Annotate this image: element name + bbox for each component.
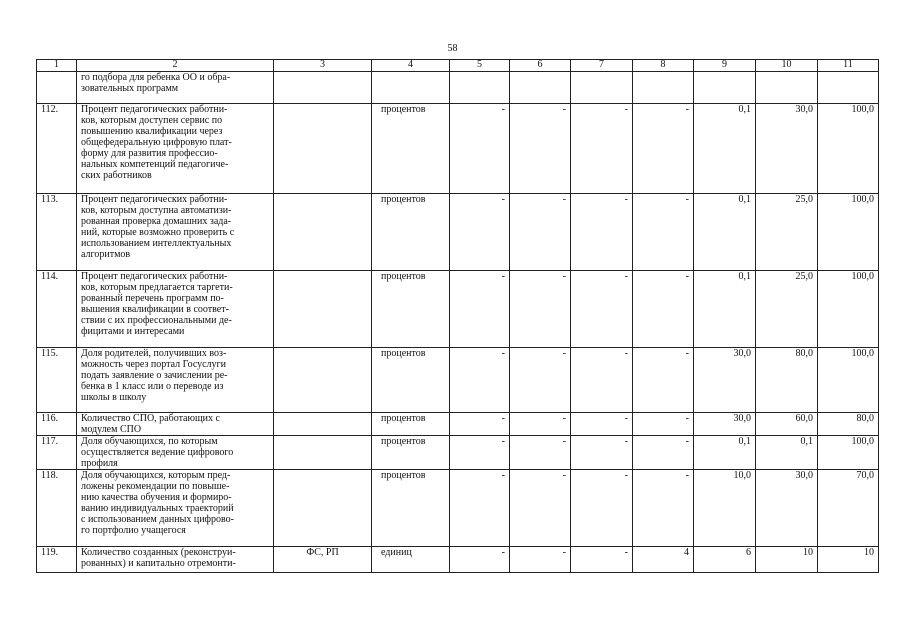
value-cell: -: [510, 194, 571, 271]
column-header: 3: [274, 60, 372, 72]
value-cell: 0,1: [694, 194, 756, 271]
value-cell: 0,1: [694, 104, 756, 194]
value-cell: -: [450, 436, 510, 470]
value-cell: 100,0: [818, 436, 879, 470]
table-row: [37, 271, 879, 348]
value-cell: 25,0: [756, 271, 818, 348]
value-cell: -: [633, 436, 694, 470]
row-number: [37, 72, 77, 104]
value-cell: [694, 72, 756, 104]
value-cell: -: [450, 470, 510, 547]
source-cell: [274, 470, 372, 547]
value-cell: -: [571, 194, 633, 271]
column-header: 9: [694, 60, 756, 72]
value-cell: 30,0: [694, 348, 756, 413]
row-number: 118.: [37, 470, 77, 547]
value-cell: -: [510, 436, 571, 470]
value-cell: -: [571, 547, 633, 573]
value-cell: -: [510, 348, 571, 413]
value-cell: 100,0: [818, 194, 879, 271]
column-header: 11: [818, 60, 879, 72]
column-header: 1: [37, 60, 77, 72]
row-number: 119.: [37, 547, 77, 573]
unit-cell: процентов: [372, 348, 450, 413]
source-cell: [274, 436, 372, 470]
value-cell: 30,0: [756, 104, 818, 194]
value-cell: -: [510, 413, 571, 436]
table-row: [37, 194, 879, 271]
row-number: 114.: [37, 271, 77, 348]
value-cell: -: [633, 104, 694, 194]
table-row: [37, 348, 879, 413]
row-number: 112.: [37, 104, 77, 194]
value-cell: 4: [633, 547, 694, 573]
table-row: [37, 470, 879, 547]
value-cell: -: [450, 194, 510, 271]
indicator-name: Доля родителей, получивших воз- можность через портал Госуслуги подать заявление о зачислении ре- бенка в 1 класс или о переводе из школы в школу: [77, 348, 274, 413]
indicators-table: [36, 59, 879, 573]
indicator-name: Доля обучающихся, по которым осуществляется ведение цифрового профиля: [77, 436, 274, 470]
column-header: 4: [372, 60, 450, 72]
unit-cell: [372, 72, 450, 104]
row-number: 117.: [37, 436, 77, 470]
value-cell: 0,1: [694, 271, 756, 348]
header-row: [37, 60, 879, 72]
source-cell: [274, 271, 372, 348]
unit-cell: процентов: [372, 436, 450, 470]
value-cell: -: [450, 547, 510, 573]
table-body: [37, 72, 879, 573]
unit-cell: процентов: [372, 470, 450, 547]
value-cell: [571, 72, 633, 104]
table-row: [37, 72, 879, 104]
row-number: 115.: [37, 348, 77, 413]
value-cell: 60,0: [756, 413, 818, 436]
table-row: [37, 436, 879, 470]
indicator-name: Количество созданных (реконструи- рованных) и капитально отремонти-: [77, 547, 274, 573]
value-cell: [633, 72, 694, 104]
value-cell: -: [510, 104, 571, 194]
value-cell: 80,0: [756, 348, 818, 413]
value-cell: 0,1: [756, 436, 818, 470]
source-cell: [274, 104, 372, 194]
row-number: 113.: [37, 194, 77, 271]
column-header: 7: [571, 60, 633, 72]
source-cell: [274, 348, 372, 413]
indicator-name: Процент педагогических работни- ков, которым доступна автоматизи- рованная проверка домашних зада- ний, которые возможно проверить с использованием интеллектуальных алгоритмов: [77, 194, 274, 271]
value-cell: 10: [818, 547, 879, 573]
unit-cell: процентов: [372, 271, 450, 348]
indicator-name: го подбора для ребенка ОО и обра- зовательных программ: [77, 72, 274, 104]
value-cell: -: [571, 436, 633, 470]
table-row: [37, 413, 879, 436]
value-cell: 25,0: [756, 194, 818, 271]
indicator-name: Процент педагогических работни- ков, которым доступен сервис по повышению квалификации через общефедеральную цифровую плат- форму для развития профессио- нальных компетенций педагогиче- ских работников: [77, 104, 274, 194]
column-header: 5: [450, 60, 510, 72]
value-cell: 100,0: [818, 104, 879, 194]
value-cell: -: [633, 348, 694, 413]
value-cell: -: [450, 348, 510, 413]
indicator-name: Процент педагогических работни- ков, которым предлагается таргети- рованный перечень программ по- вышения квалификации в соответ- ствии с их профессиональными де- фицитами и интересами: [77, 271, 274, 348]
value-cell: -: [450, 413, 510, 436]
column-header: 2: [77, 60, 274, 72]
value-cell: -: [450, 104, 510, 194]
value-cell: [450, 72, 510, 104]
value-cell: [818, 72, 879, 104]
value-cell: -: [510, 547, 571, 573]
value-cell: -: [633, 271, 694, 348]
value-cell: 30,0: [756, 470, 818, 547]
value-cell: 100,0: [818, 348, 879, 413]
column-header: 6: [510, 60, 571, 72]
value-cell: 80,0: [818, 413, 879, 436]
value-cell: -: [571, 348, 633, 413]
page-number: 58: [447, 43, 458, 54]
column-header: 10: [756, 60, 818, 72]
source-cell: [274, 413, 372, 436]
value-cell: -: [633, 470, 694, 547]
value-cell: -: [510, 271, 571, 348]
value-cell: -: [510, 470, 571, 547]
value-cell: -: [571, 271, 633, 348]
value-cell: -: [571, 470, 633, 547]
value-cell: -: [571, 104, 633, 194]
value-cell: [756, 72, 818, 104]
unit-cell: единиц: [372, 547, 450, 573]
value-cell: 30,0: [694, 413, 756, 436]
unit-cell: процентов: [372, 104, 450, 194]
value-cell: 6: [694, 547, 756, 573]
value-cell: -: [571, 413, 633, 436]
indicator-name: Доля обучающихся, которым пред- ложены рекомендации по повыше- нию качества обучения и формиро- ванию индивидуальных траекторий с использованием данных цифрово- го портфолио учащегося: [77, 470, 274, 547]
value-cell: 10: [756, 547, 818, 573]
source-cell: [274, 72, 372, 104]
value-cell: 100,0: [818, 271, 879, 348]
indicator-name: Количество СПО, работающих с модулем СПО: [77, 413, 274, 436]
table-row: [37, 104, 879, 194]
value-cell: [510, 72, 571, 104]
value-cell: 10,0: [694, 470, 756, 547]
column-header: 8: [633, 60, 694, 72]
value-cell: 0,1: [694, 436, 756, 470]
unit-cell: процентов: [372, 413, 450, 436]
table-row: [37, 547, 879, 573]
source-cell: ФС, РП: [274, 547, 372, 573]
row-number: 116.: [37, 413, 77, 436]
value-cell: -: [633, 413, 694, 436]
unit-cell: процентов: [372, 194, 450, 271]
value-cell: -: [450, 271, 510, 348]
value-cell: -: [633, 194, 694, 271]
value-cell: 70,0: [818, 470, 879, 547]
source-cell: [274, 194, 372, 271]
